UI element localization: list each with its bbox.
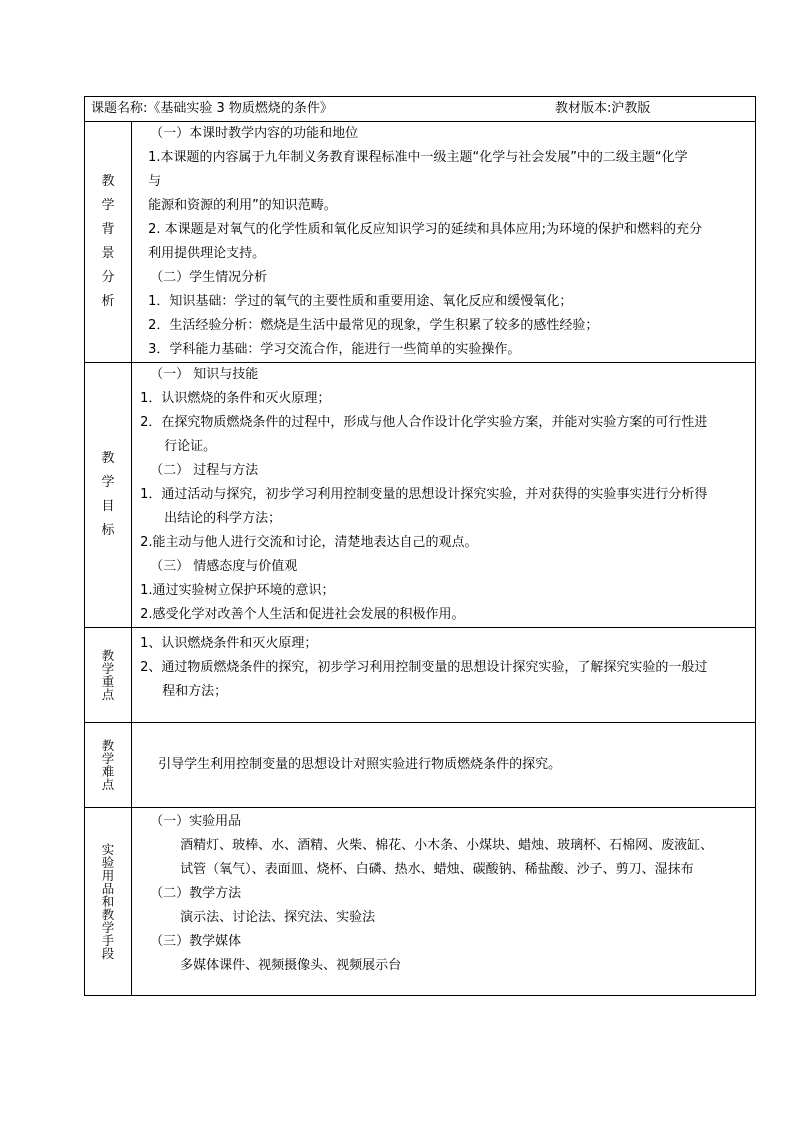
content-line: 1、认识燃烧条件和灭火原理； xyxy=(140,636,318,651)
content-line: 程和方法； xyxy=(162,684,228,699)
content-line: 能源和资源的利用”的知识范畴。 xyxy=(148,198,337,213)
content-line: 1．知识基础：学过的氧气的主要性质和重要用途、氧化反应和缓慢氧化； xyxy=(148,294,573,309)
difficult-points-row xyxy=(85,723,756,808)
content-line: 演示法、讨论法、探究法、实验法 xyxy=(180,910,376,925)
section-heading: （一） 知识与技能 xyxy=(150,367,259,382)
content-line: 2．生活经验分析：燃烧是生活中最常见的现象，学生积累了较多的感性经验； xyxy=(148,318,599,333)
content-line: 1．认识燃烧的条件和灭火原理； xyxy=(140,391,331,406)
content-line: 出结论的科学方法； xyxy=(164,511,282,526)
materials-content xyxy=(132,808,756,996)
objectives-row xyxy=(85,363,756,628)
textbook-version: 教材版本:沪教版 xyxy=(555,101,651,116)
background-label: 教 学 背 景 分 析 xyxy=(85,122,132,363)
course-title: 课题名称:《基础实验 3 物质燃烧的条件》 xyxy=(91,101,333,116)
objectives-content xyxy=(132,363,756,628)
content-line: 酒精灯、玻棒、水、酒精、火柴、棉花、小木条、小煤块、蜡烛、玻璃杯、石棉网、废液缸、 xyxy=(180,838,714,853)
section-heading: （一）实验用品 xyxy=(150,814,242,829)
section-heading: （二） 过程与方法 xyxy=(150,463,259,478)
content-line: 1.本课题的内容属于九年制义务教育课程标准中一级主题“化学与社会发展”中的二级主题“化学 xyxy=(148,150,688,165)
content-line: 2.感受化学对改善个人生活和促进社会发展的积极作用。 xyxy=(140,607,465,622)
content-line: 行论证。 xyxy=(164,439,217,454)
key-points-row xyxy=(85,628,756,723)
content-line: 2．在探究物质燃烧条件的过程中，形成与他人合作设计化学实验方案，并能对实验方案的可行性进 xyxy=(140,415,708,430)
background-content xyxy=(132,122,756,363)
content-line: 2.能主动与他人进行交流和讨论，清楚地表达自己的观点。 xyxy=(140,535,478,550)
content-line: 1．通过活动与探究，初步学习利用控制变量的思想设计探究实验，并对获得的实验事实进行分析得 xyxy=(140,487,708,502)
header-row xyxy=(85,97,756,122)
content-line: 2. 本课题是对氧气的化学性质和氧化反应知识学习的延续和具体应用;为环境的保护和燃料的充分 xyxy=(148,222,702,237)
difficult-points-label: 教 学 难 点 xyxy=(85,723,132,808)
content-line: 1.通过实验树立保护环境的意识； xyxy=(140,583,335,598)
lesson-plan-table xyxy=(84,96,756,996)
key-points-content xyxy=(132,628,756,723)
background-row xyxy=(85,122,756,363)
difficult-points-content xyxy=(132,723,756,808)
content-line: 利用提供理论支持。 xyxy=(148,246,266,261)
section-heading: （三）教学媒体 xyxy=(150,934,242,949)
key-points-label: 教 学 重 点 xyxy=(85,628,132,723)
lesson-plan-document xyxy=(84,96,754,996)
materials-label: 实 验 用 品 和 教 学 手 段 xyxy=(85,808,132,996)
materials-row xyxy=(85,808,756,996)
section-heading: （二）学生情况分析 xyxy=(150,270,268,285)
header-cell xyxy=(85,97,756,122)
section-heading: （三） 情感态度与价值观 xyxy=(150,559,298,574)
content-line: 多媒体课件、视频摄像头、视频展示台 xyxy=(180,958,402,973)
content-line: 引导学生利用控制变量的思想设计对照实验进行物质燃烧条件的探究。 xyxy=(158,757,562,772)
section-heading: （二）教学方法 xyxy=(150,886,242,901)
content-line: 2、通过物质燃烧条件的探究，初步学习利用控制变量的思想设计探究实验，了解探究实验的一般过 xyxy=(140,660,708,675)
content-line: 试管（氧气）、表面皿、烧杯、白磷、热水、蜡烛、碳酸钠、稀盐酸、沙子、剪刀、湿抹布 xyxy=(180,862,694,877)
content-line: 与 xyxy=(148,174,162,189)
section-heading: （一）本课时教学内容的功能和地位 xyxy=(150,126,359,141)
content-line: 3．学科能力基础：学习交流合作，能进行一些简单的实验操作。 xyxy=(148,342,521,357)
objectives-label: 教 学 目 标 xyxy=(85,363,132,628)
